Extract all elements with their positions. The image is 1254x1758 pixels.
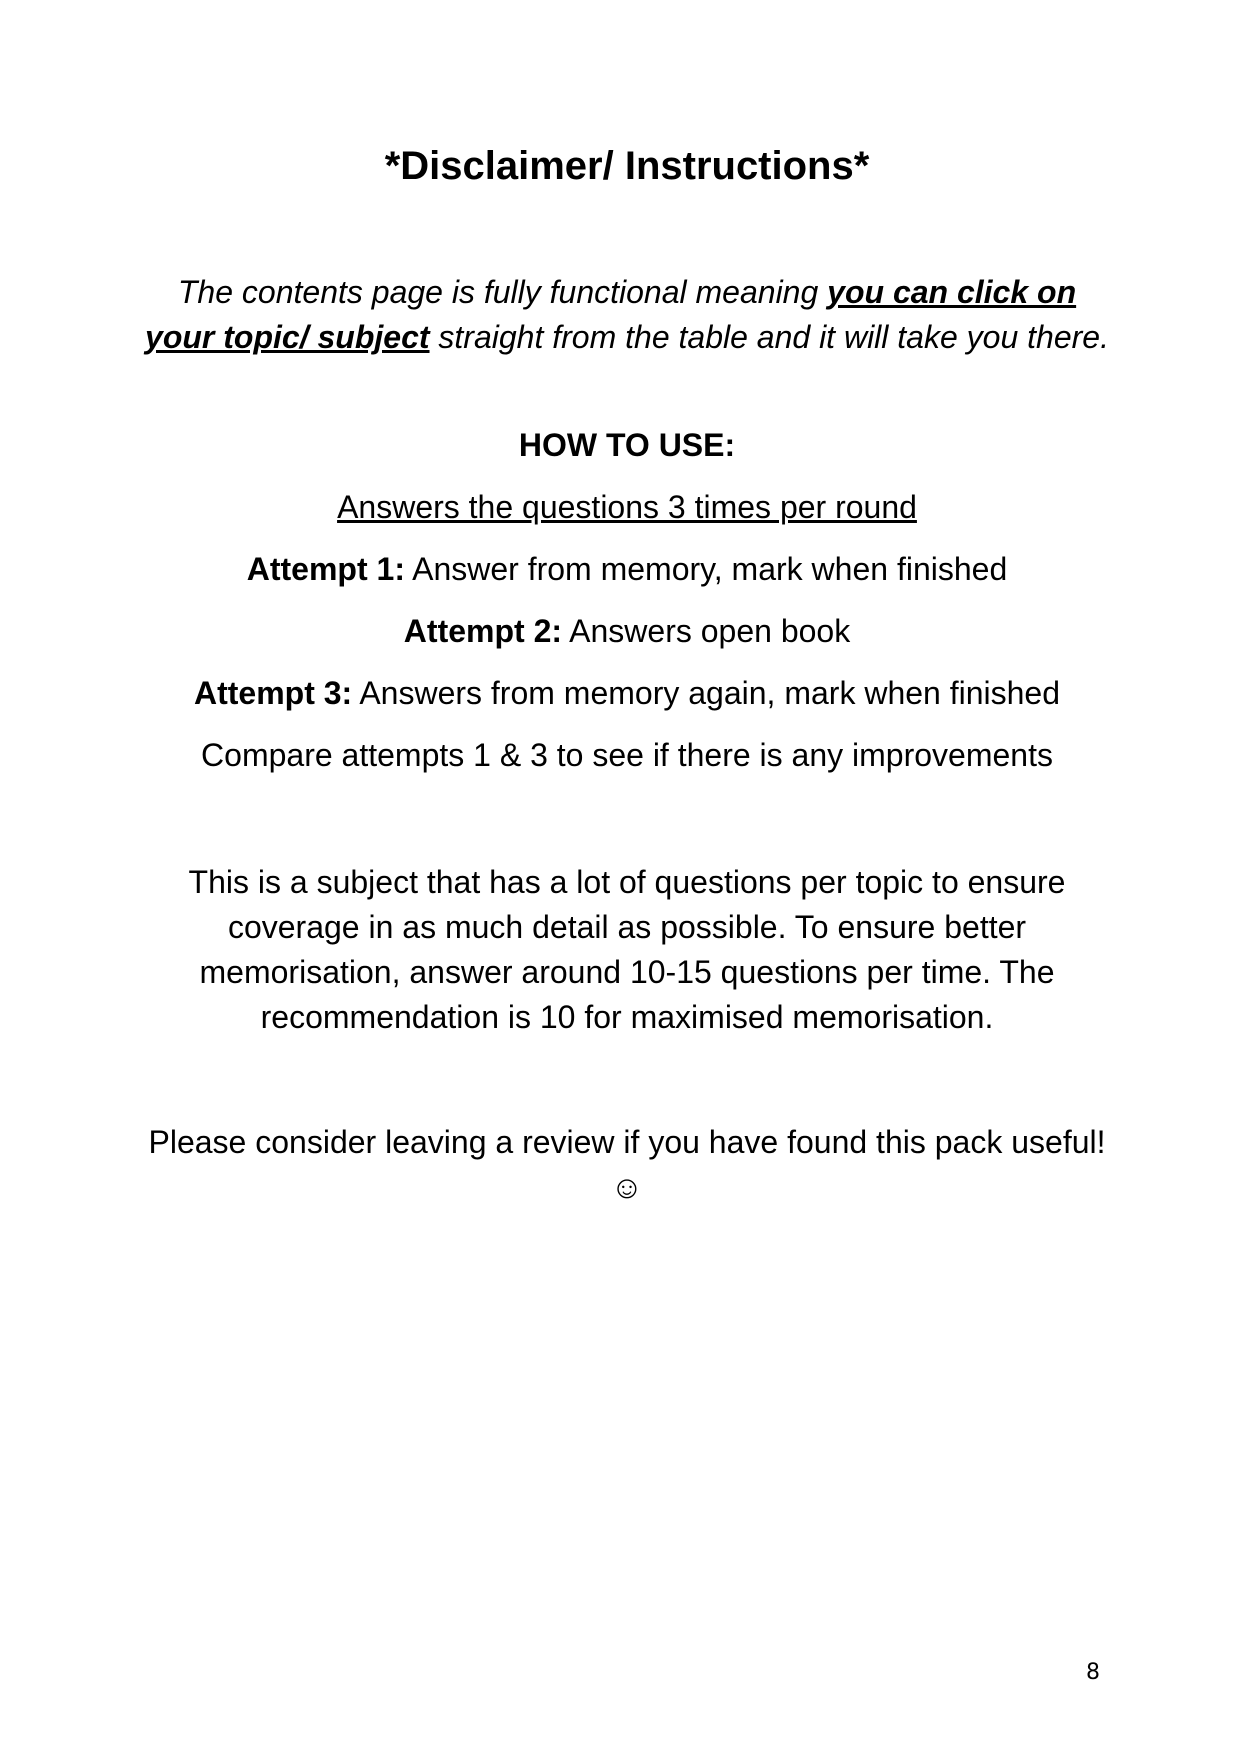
attempt-3-label: Attempt 3: xyxy=(193,675,353,711)
intro-text-after: straight from the table and it will take you there. xyxy=(429,319,1109,355)
answers-summary: Answers the questions 3 times per round xyxy=(337,489,917,525)
attempt-2-text: Answers open book xyxy=(562,613,851,649)
attempt-3-line xyxy=(0,673,1254,713)
review-paragraph: Please consider leaving a review if you have found this pack useful! ☺ xyxy=(148,1124,1106,1205)
intro-text-before: The contents page is fully functional meaning xyxy=(177,274,828,310)
attempt-1-text: Answer from memory, mark when finished xyxy=(404,551,1008,587)
attempt-3-text: Answers from memory again, mark when finished xyxy=(352,675,1061,711)
attempt-1-line xyxy=(0,549,1254,589)
attempt-1-label: Attempt 1: xyxy=(246,551,405,587)
compare-line: Compare attempts 1 & 3 to see if there is any improvements xyxy=(201,737,1053,773)
page-number: 8 xyxy=(1086,1660,1100,1685)
intro-paragraph xyxy=(140,270,1114,360)
page-title: *Disclaimer/ Instructions* xyxy=(384,144,870,188)
how-to-use-heading: HOW TO USE: xyxy=(518,427,736,463)
coverage-paragraph: This is a subject that has a lot of questions per topic to ensure coverage in as much detail as possible. To ensure better memorisation, answer around 10-15 questions per time. The recommendation is 10 for maximised memorisation. xyxy=(188,864,1066,1035)
attempt-2-line xyxy=(0,611,1254,651)
attempt-2-label: Attempt 2: xyxy=(403,613,563,649)
contents-link-text[interactable]: you can click on your topic/ subject xyxy=(145,274,1077,355)
